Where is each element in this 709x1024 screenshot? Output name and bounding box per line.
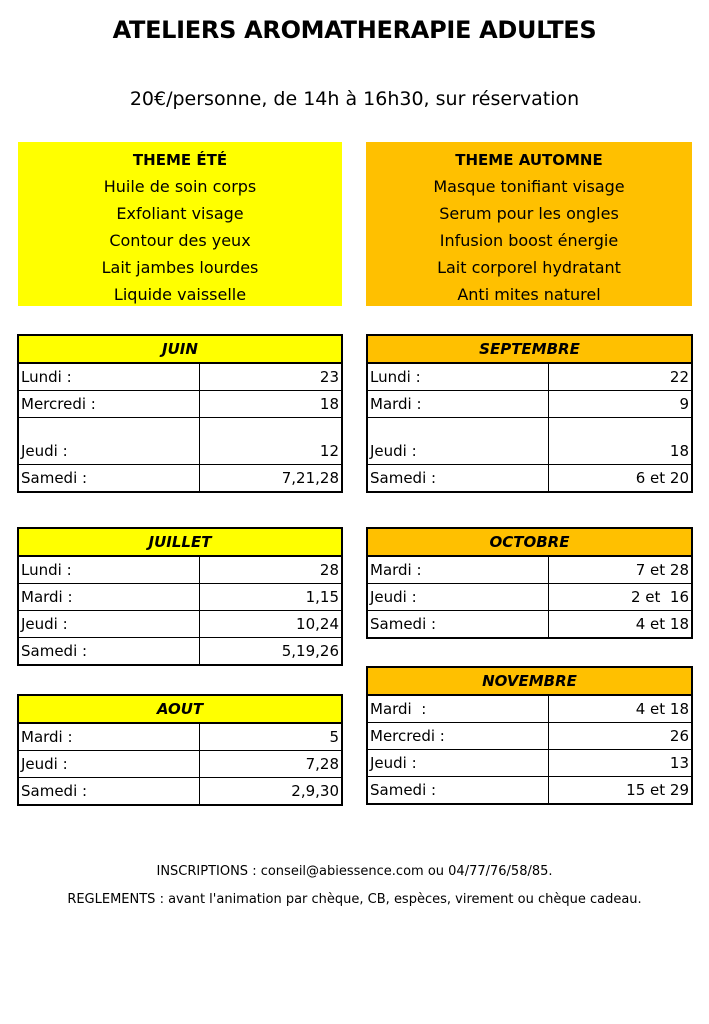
dates-value: 7,21,28 — [199, 465, 342, 493]
table-row — [367, 556, 692, 584]
theme-automne-item: Serum pour les ongles — [439, 204, 619, 223]
dates-value: 15 et 29 — [548, 777, 692, 805]
day-label: Samedi : — [367, 465, 548, 493]
theme-automne-box — [366, 142, 692, 306]
day-label: Samedi : — [18, 465, 199, 493]
table-row — [18, 723, 342, 751]
table-row — [367, 363, 692, 391]
table-row — [18, 363, 342, 391]
day-label: Mercredi : — [367, 723, 548, 750]
dates-value: 6 et 20 — [548, 465, 692, 493]
dates-value: 23 — [199, 363, 342, 391]
day-label: Jeudi : — [18, 418, 199, 465]
dates-value: 18 — [548, 418, 692, 465]
day-label: Jeudi : — [18, 611, 199, 638]
dates-value: 2 et 16 — [548, 584, 692, 611]
theme-ete-item: Contour des yeux — [109, 231, 251, 250]
month-header: SEPTEMBRE — [367, 335, 692, 363]
table-row — [18, 751, 342, 778]
theme-ete-item: Liquide vaisselle — [113, 285, 247, 304]
dates-value: 7 et 28 — [548, 556, 692, 584]
month-table-aout — [17, 694, 343, 806]
day-label: Mercredi : — [18, 391, 199, 418]
day-label: Lundi : — [367, 363, 548, 391]
month-header: JUIN — [18, 335, 342, 363]
dates-value: 7,28 — [199, 751, 342, 778]
dates-value: 13 — [548, 750, 692, 777]
month-header: AOUT — [18, 695, 342, 723]
footer-inscriptions: INSCRIPTIONS : conseil@abiessence.com ou 04/77/76/58/85. — [156, 864, 553, 879]
table-row — [18, 638, 342, 666]
theme-ete-item: Lait jambes lourdes — [101, 258, 259, 277]
theme-ete-item: Exfoliant visage — [116, 204, 244, 223]
table-row — [18, 611, 342, 638]
theme-automne-item: Masque tonifiant visage — [433, 177, 625, 196]
dates-value: 5,19,26 — [199, 638, 342, 666]
month-table-juin — [17, 334, 343, 493]
dates-value: 1,15 — [199, 584, 342, 611]
table-row — [367, 695, 692, 723]
day-label: Mardi : — [18, 723, 199, 751]
dates-value: 4 et 18 — [548, 695, 692, 723]
dates-value: 5 — [199, 723, 342, 751]
month-header: NOVEMBRE — [367, 667, 692, 695]
theme-ete-title: THEME ÉTÉ — [132, 151, 228, 169]
table-row — [367, 391, 692, 418]
table-row — [367, 611, 692, 639]
day-label: Jeudi : — [367, 418, 548, 465]
dates-value: 22 — [548, 363, 692, 391]
day-label: Lundi : — [18, 363, 199, 391]
table-row — [18, 556, 342, 584]
theme-automne-item: Anti mites naturel — [457, 285, 601, 304]
table-row — [18, 778, 342, 806]
day-label: Samedi : — [18, 638, 199, 666]
page-subtitle: 20€/personne, de 14h à 16h30, sur réservation — [129, 88, 580, 110]
dates-value: 18 — [199, 391, 342, 418]
theme-automne-title: THEME AUTOMNE — [455, 151, 603, 169]
theme-automne-item: Lait corporel hydratant — [437, 258, 621, 277]
day-label: Samedi : — [18, 778, 199, 806]
table-row — [18, 418, 342, 465]
table-row — [367, 750, 692, 777]
table-row — [367, 584, 692, 611]
table-row — [367, 777, 692, 805]
day-label: Mardi : — [18, 584, 199, 611]
page-title: ATELIERS AROMATHERAPIE ADULTES — [112, 16, 597, 44]
month-table-octobre — [366, 527, 693, 639]
dates-value: 26 — [548, 723, 692, 750]
day-label: Samedi : — [367, 611, 548, 639]
dates-value: 9 — [548, 391, 692, 418]
day-label: Mardi : — [367, 391, 548, 418]
day-label: Samedi : — [367, 777, 548, 805]
day-label: Jeudi : — [18, 751, 199, 778]
table-row — [367, 418, 692, 465]
dates-value: 28 — [199, 556, 342, 584]
day-label: Mardi : — [367, 695, 548, 723]
table-row — [18, 465, 342, 493]
table-row — [18, 391, 342, 418]
theme-automne-item: Infusion boost énergie — [439, 231, 619, 250]
month-table-novembre — [366, 666, 693, 805]
table-row — [367, 723, 692, 750]
table-row — [18, 584, 342, 611]
day-label: Jeudi : — [367, 584, 548, 611]
month-table-juillet — [17, 527, 343, 666]
dates-value: 10,24 — [199, 611, 342, 638]
theme-ete-item: Huile de soin corps — [103, 177, 257, 196]
day-label: Lundi : — [18, 556, 199, 584]
dates-value: 12 — [199, 418, 342, 465]
theme-ete-box — [18, 142, 342, 306]
table-row — [367, 465, 692, 493]
dates-value: 2,9,30 — [199, 778, 342, 806]
month-table-septembre — [366, 334, 693, 493]
month-header: JUILLET — [18, 528, 342, 556]
day-label: Mardi : — [367, 556, 548, 584]
month-header: OCTOBRE — [367, 528, 692, 556]
day-label: Jeudi : — [367, 750, 548, 777]
dates-value: 4 et 18 — [548, 611, 692, 639]
footer-reglements: REGLEMENTS : avant l'animation par chèque, CB, espèces, virement ou chèque cadeau. — [67, 892, 642, 907]
